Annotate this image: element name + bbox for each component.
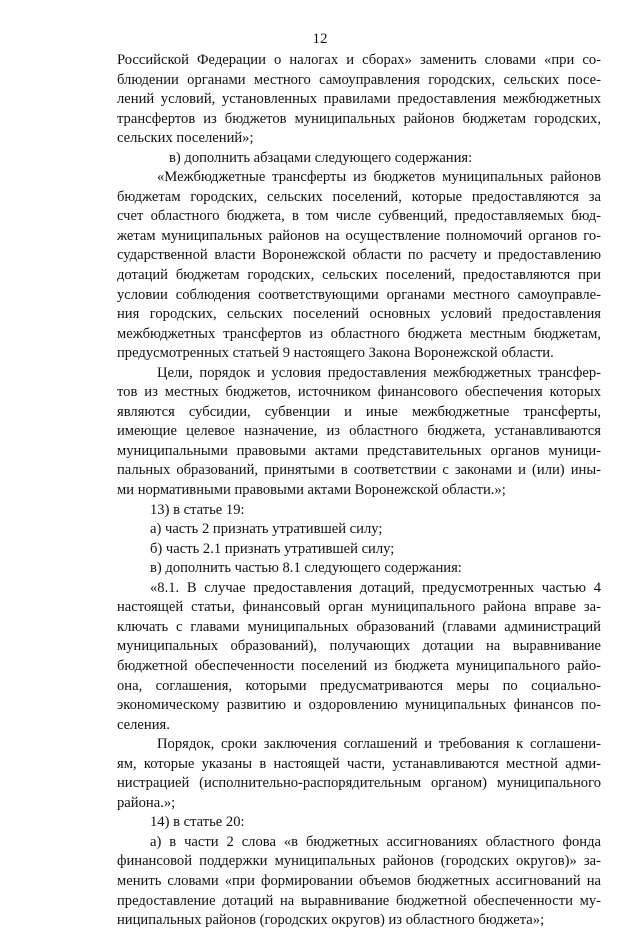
text-line: а) часть 2 признать утратившей силу;: [150, 521, 383, 538]
text-line: в) дополнить абзацами следующего содержания:: [169, 149, 473, 166]
text-line: имеющие целевое назначение, из областного бюджета, устанавливаются: [117, 423, 601, 440]
page-number: 12: [312, 31, 328, 47]
text-line: ям, которые указаны в настоящей части, устанавливаются местной адми-: [117, 755, 601, 772]
text-line: настоящей статьи, финансовый орган муниципального района вправе за-: [117, 599, 601, 616]
text-line: муниципальных образований), получающих дотации на выравнивание: [117, 638, 601, 655]
text-line: 14) в статье 20:: [150, 814, 245, 831]
text-line: предусмотренных статьей 9 настоящего Закона Воронежской области.: [117, 345, 554, 362]
text-line: Порядок, сроки заключения соглашений и требования к соглашени-: [157, 736, 601, 753]
text-line: предоставление дотаций на выравнивание бюджетной обеспеченности му-: [117, 892, 601, 909]
text-line: ниципальных районов (городских округов) из областного бюджета»;: [117, 912, 545, 929]
document-body: [117, 51, 601, 931]
text-line: «8.1. В случае предоставления дотаций, предусмотренных частью 4: [150, 579, 601, 596]
text-line: счет областного бюджета, в том числе субвенций, предоставляемых бюд-: [117, 208, 601, 225]
text-line: сельских поселений»;: [117, 130, 254, 147]
text-line: трансфертов из бюджетов муниципальных районов бюджетам городских,: [117, 110, 601, 127]
text-line: Цели, порядок и условия предоставления межбюджетных трансфер-: [157, 364, 601, 381]
text-line: лений условий, установленных правилами предоставления межбюджетных: [117, 91, 601, 108]
text-line: межбюджетных трансфертов из областного бюджета местным бюджетам,: [117, 325, 601, 342]
text-line: селения.: [117, 716, 170, 733]
text-line: блюдении органами местного самоуправления городских, сельских посе-: [117, 71, 601, 88]
text-line: сударственной власти Воронежской области по расчету и предоставлению: [117, 247, 601, 264]
text-line: дотаций бюджетам городских, сельских поселений, предоставляются при: [117, 267, 601, 284]
text-line: бюджетной обеспеченности поселений из бюджета муниципального райо-: [117, 657, 601, 674]
text-line: а) в части 2 слова «в бюджетных ассигнованиях областного фонда: [150, 833, 601, 850]
text-line: менить словами «при формировании объемов бюджетных ассигнований на: [117, 872, 601, 889]
text-line: в) дополнить частью 8.1 следующего содержания:: [150, 560, 462, 577]
text-line: тов из местных бюджетов, источником финансового обеспечения которых: [117, 384, 601, 401]
text-line: б) часть 2.1 признать утратившей силу;: [150, 540, 395, 557]
text-line: ключать с главами муниципальных образований (главами администраций: [117, 618, 601, 635]
text-line: являются субсидии, субвенции и иные межбюджетные трансферты,: [117, 403, 601, 420]
text-line: финансовой поддержки муниципальных районов (городских округов)» за-: [117, 853, 601, 870]
text-line: экономическому развитию и оздоровлению муниципальных финансов по-: [117, 697, 601, 714]
text-line: она, соглашения, которыми предусматриваются меры по социально-: [117, 677, 601, 694]
text-line: ми нормативными правовыми актами Воронежской области.»;: [117, 482, 506, 499]
text-line: ния городских, сельских поселений основных условий предоставления: [117, 306, 601, 323]
text-line: условии соблюдения соответствующими органами местного самоуправле-: [117, 286, 601, 303]
text-line: 13) в статье 19:: [150, 501, 245, 518]
text-line: нистрацией (исполнительно-распорядительным органом) муниципального: [117, 775, 601, 792]
text-line: Российской Федерации о налогах и сборах» заменить словами «при со-: [117, 52, 601, 68]
text-line: жетам муниципальных районов на осуществление полномочий органов го-: [117, 227, 601, 244]
text-line: муниципальными правовыми актами представительных органов муници-: [117, 442, 601, 459]
text-line: бюджетам городских, сельских поселений, которые предоставляются за: [117, 188, 601, 205]
text-line: района.»;: [117, 794, 176, 811]
text-line: «Межбюджетные трансферты из бюджетов муниципальных районов: [157, 169, 601, 186]
text-line: пальных образований, принятыми в соответствии с законами и (или) ины-: [117, 462, 601, 479]
